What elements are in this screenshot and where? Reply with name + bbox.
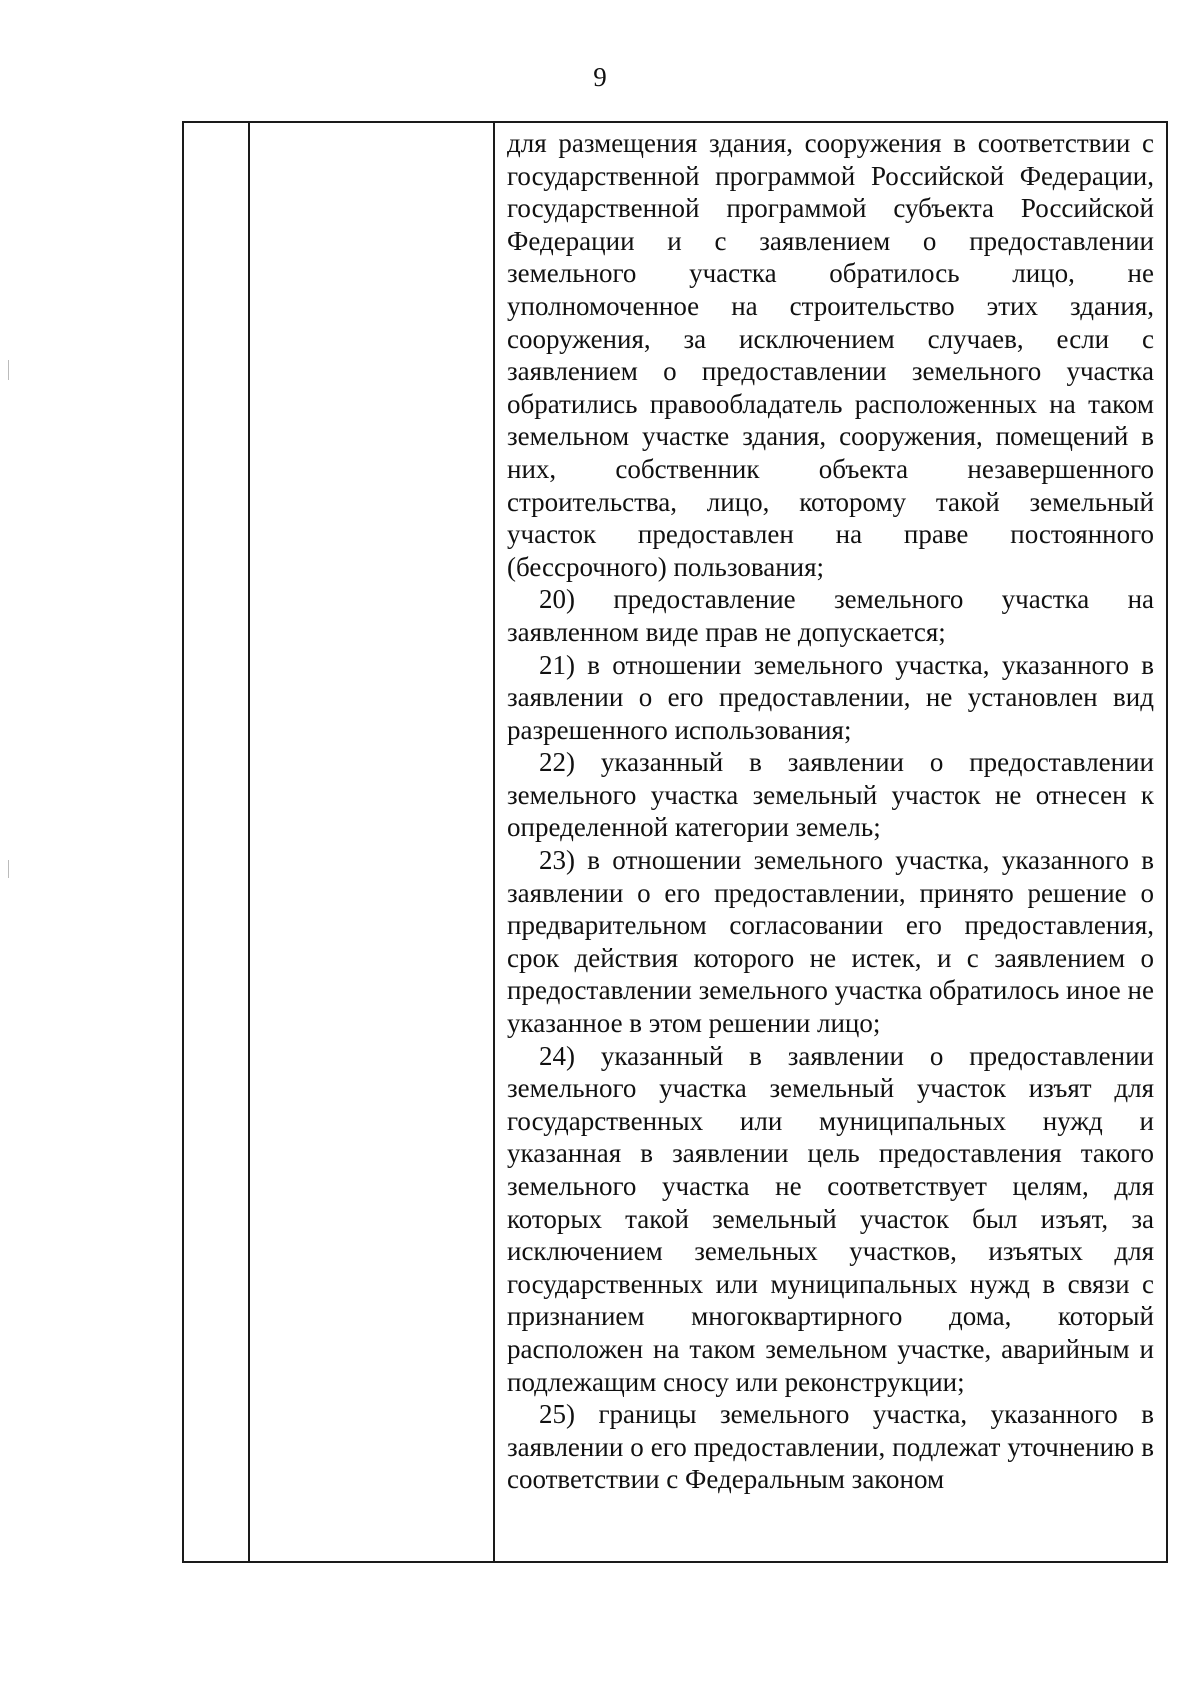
- name-cell: [249, 122, 494, 1562]
- table-row: [183, 122, 1167, 1562]
- list-item-23: 23) в отношении земельного участка, указанного в заявлении о его предоставлении, принято решение о предварительном согласовании его предоставления, срок действия которого не истек, и с заявлением о предоставлении земельного участка обратилось иное не указанное в этом решении лицо;: [507, 845, 1154, 1039]
- list-item-21: 21) в отношении земельного участка, указанного в заявлении о его предоставлении, не установлен вид разрешенного использования;: [507, 649, 1154, 745]
- list-item-24: 24) указанный в заявлении о предоставлении земельного участка земельный участок изъят для государственных или муниципальных нужд и указанная в заявлении цель предоставления такого земельного участка не соответствует целям, для которых такой земельный участок был изъят, за исключением земельных участков, изъятых для государственных или муниципальных нужд в связи с признанием многоквартирного дома, который расположен на таком земельном участке, аварийным и подлежащим сносу или реконструкции;: [507, 1040, 1154, 1397]
- list-item-20: 20) предоставление земельного участка на заявленном виде прав не допускается;: [507, 584, 1154, 647]
- list-item-22: 22) указанный в заявлении о предоставлении земельного участка земельный участок не отнесен к определенной категории земель;: [507, 747, 1154, 843]
- page-number: 9: [593, 62, 607, 92]
- paragraph-continuation: для размещения здания, сооружения в соответствии с государственной программой Российской Федерации, государственной программой субъекта Российской Федерации и с заявлением о предоставлении земельного участка обратилось лицо, не уполномоченное на строительство этих здания, сооружения, за исключением случаев, если с заявлением о предоставлении земельного участка обратились правообладатель расположенных на таком земельном участке здания, сооружения, помещений в них, собственник объекта незавершенного строительства, лицо, которому такой земельный участок предоставлен на праве постоянного (бессрочного) пользования;: [507, 128, 1154, 582]
- scan-margin-mark: [8, 860, 9, 878]
- list-item-25: 25) границы земельного участка, указанного в заявлении о его предоставлении, подлежат уточнению в соответствии с Федеральным законом: [507, 1399, 1154, 1495]
- description-cell: [494, 122, 1167, 1562]
- scan-margin-mark: [8, 360, 9, 380]
- document-table: [182, 121, 1168, 1563]
- number-cell: [183, 122, 249, 1562]
